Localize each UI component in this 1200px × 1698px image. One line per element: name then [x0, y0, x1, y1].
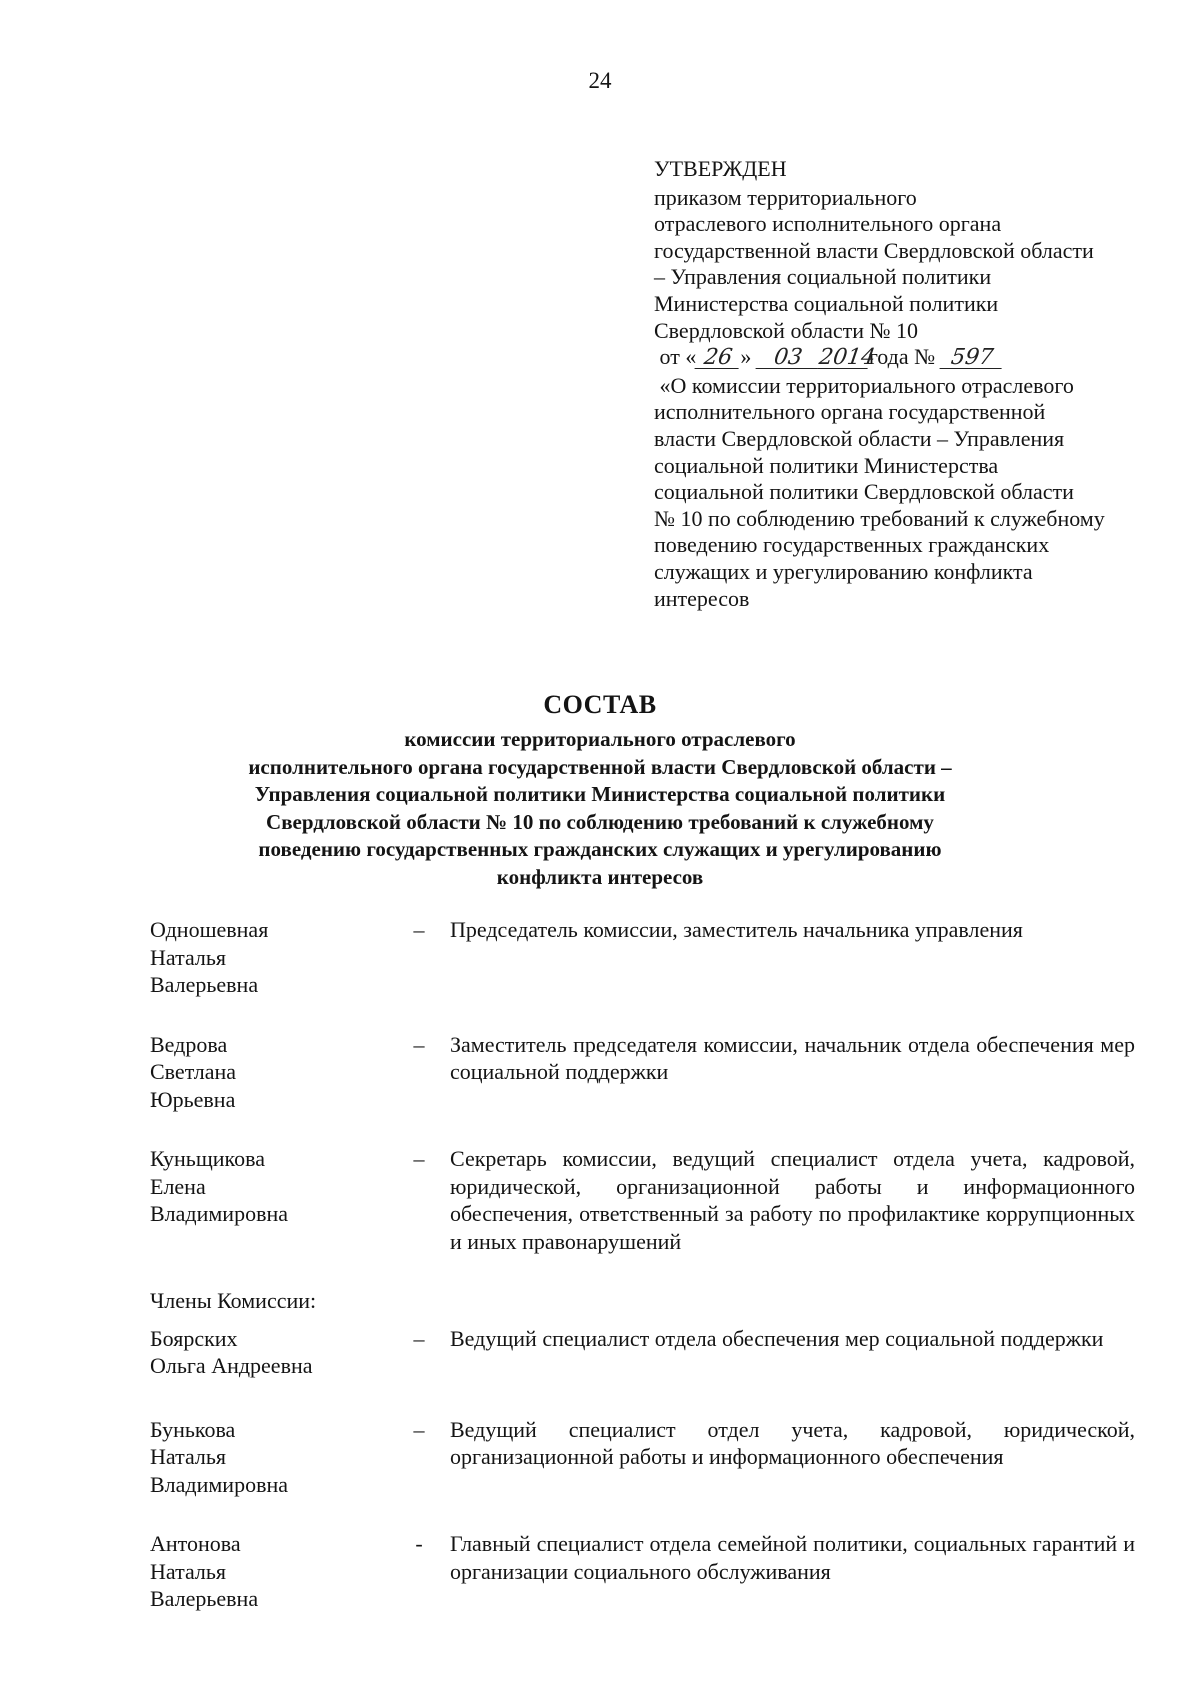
order-title-line: социальной политики Свердловской области — [654, 479, 1074, 505]
member-row — [150, 1416, 1135, 1499]
order-title — [654, 373, 1174, 612]
subtitle-line: исполнительного органа государственной власти Свердловской области – — [248, 754, 952, 779]
approval-block — [654, 156, 1174, 612]
order-title-line: интересов — [654, 585, 750, 611]
subtitle-line: Управления социальной политики Министерства социальной политики — [254, 782, 946, 806]
member-dash: – — [413, 1325, 425, 1351]
approved-heading: УТВЕРЖДЕН — [654, 156, 787, 181]
member-name: Ведрова Светлана Юрьевна — [150, 1031, 237, 1112]
subtitle-line: поведению государственных гражданских служащих и урегулированию — [258, 837, 942, 861]
date-prefix: от « — [659, 344, 697, 370]
member-role: Ведущий специалист отдел учета, кадровой, юридической, организационной работы и информационного обеспечения — [450, 1416, 1135, 1469]
approval-line: отраслевого исполнительного органа — [654, 211, 1002, 237]
member-row — [150, 916, 1135, 999]
member-name: Антонова Наталья Валерьевна — [150, 1531, 259, 1611]
approval-line: – Управления социальной политики — [654, 264, 992, 290]
member-dash: – — [413, 1031, 425, 1057]
page-number: 24 — [588, 68, 612, 93]
order-number: 597 — [939, 348, 1004, 369]
member-row — [150, 1145, 1135, 1255]
member-dash: – — [413, 917, 425, 942]
member-role: Ведущий специалист отдела обеспечения мер социальной поддержки — [450, 1325, 1104, 1351]
order-title-line: поведению государственных гражданских — [654, 532, 1050, 558]
member-role: Главный специалист отдела семейной политики, социальных гарантий и организации социального обслуживания — [450, 1531, 1135, 1584]
member-role: Секретарь комиссии, ведущий специалист отдела учета, кадровой, юридической, организационной работы и информационного обеспечения, ответственный за работу по профилактике коррупционных и иных правонарушений — [450, 1146, 1135, 1254]
order-title-line: власти Свердловской области – Управления — [654, 425, 1065, 451]
member-dash: - — [415, 1531, 423, 1556]
member-name: Боярских Ольга Андреевна — [150, 1325, 313, 1378]
date-month: 03 — [755, 348, 820, 369]
approval-line: государственной власти Свердловской области — [654, 237, 1094, 263]
order-title-line: социальной политики Министерства — [654, 452, 999, 478]
member-dash: – — [413, 1146, 425, 1171]
member-role: Председатель комиссии, заместитель начальника управления — [450, 917, 1023, 942]
member-row — [150, 1031, 1135, 1114]
member-row — [150, 1325, 1135, 1380]
approval-line: приказом территориального — [654, 184, 917, 210]
member-role: Заместитель председателя комиссии, начальник отдела обеспечения мер социальной поддержки — [450, 1031, 1135, 1084]
document-title-block — [0, 690, 1200, 891]
date-day: 26 — [695, 348, 742, 369]
members-list — [150, 916, 1135, 1613]
date-year: 2014 — [817, 345, 877, 371]
subtitle-line: конфликта интересов — [496, 864, 704, 889]
approval-line: Свердловской области № 10 — [654, 317, 918, 343]
subtitle-line: комиссии территориального отраслевого — [404, 727, 796, 751]
member-name: Бунькова Наталья Владимировна — [150, 1416, 289, 1497]
order-title-line: № 10 по соблюдению требований к служебному — [654, 505, 1105, 531]
member-dash: – — [413, 1416, 425, 1442]
date-mid: » — [740, 344, 752, 370]
order-title-line: исполнительного органа государственной — [654, 399, 1046, 425]
member-name: Куньщикова Елена Владимировна — [150, 1146, 289, 1226]
document-subtitle — [0, 726, 1200, 891]
date-year-suffix: года № — [868, 344, 936, 370]
member-name: Одношевная Наталья Валерьевна — [150, 917, 269, 997]
order-date-line — [654, 344, 1174, 371]
approval-line: Министерства социальной политики — [654, 290, 999, 316]
member-row — [150, 1530, 1135, 1613]
order-title-line: служащих и урегулированию конфликта — [654, 558, 1033, 584]
subtitle-line: Свердловской области № 10 по соблюдению требований к служебному — [266, 809, 934, 834]
document-title: СОСТАВ — [543, 690, 657, 719]
order-title-line: «О комиссии территориального отраслевого — [659, 372, 1074, 398]
members-label: Члены Комиссии: — [150, 1288, 317, 1313]
